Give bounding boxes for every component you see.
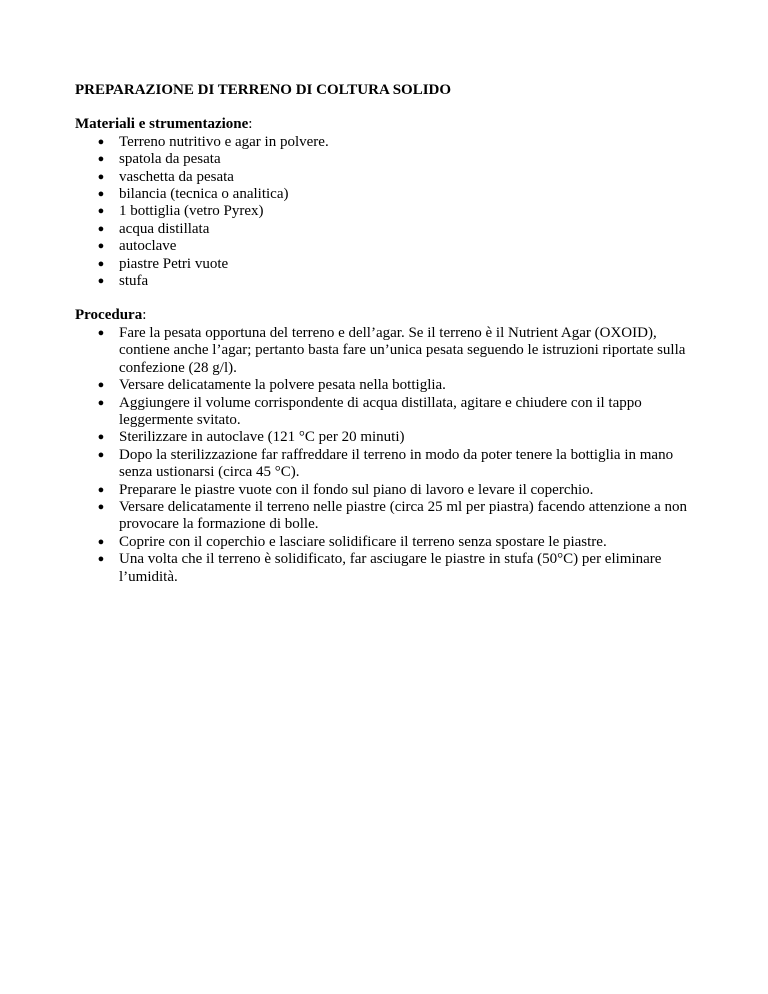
procedure-step-text: Dopo la sterilizzazione far raffreddare il terreno in modo da poter tenere la bottiglia in mano senza ustionarsi (circa 45 °C). xyxy=(119,446,674,481)
procedure-heading-colon: : xyxy=(142,307,147,324)
bullet-icon: ● xyxy=(97,188,105,201)
materials-list-item xyxy=(75,203,695,220)
materials-list-item xyxy=(75,151,695,168)
procedure-step xyxy=(75,429,695,446)
procedure-step-text: Fare la pesata opportuna del terreno e dell’agar. Se il terreno è il Nutrient Agar (OXOID), contiene anche l’agar; pertanto basta fare un’unica pesata seguendo le istruzioni riportate sulla confezione (28 g/l). xyxy=(119,324,686,376)
procedure-section xyxy=(75,307,695,586)
procedure-step xyxy=(75,395,695,430)
procedure-step xyxy=(75,447,695,482)
materials-list-item xyxy=(75,256,695,273)
materials-item-text: autoclave xyxy=(119,238,177,255)
bullet-icon: ● xyxy=(97,135,105,148)
bullet-icon: ● xyxy=(97,153,105,166)
materials-item-text: vaschetta da pesata xyxy=(119,168,234,185)
materials-item-text: piastre Petri vuote xyxy=(119,255,229,272)
bullet-icon: ● xyxy=(97,240,105,253)
materials-item-text: Terreno nutritivo e agar in polvere. xyxy=(119,133,329,150)
procedure-step xyxy=(75,499,695,534)
bullet-icon: ● xyxy=(97,205,105,218)
bullet-icon: ● xyxy=(97,326,105,339)
materials-list-item xyxy=(75,169,695,186)
bullet-icon: ● xyxy=(97,257,105,270)
procedure-step-text: Coprire con il coperchio e lasciare solidificare il terreno senza spostare le piastre. xyxy=(119,533,607,550)
procedure-heading-label: Procedura xyxy=(75,307,143,324)
procedure-step-text: Una volta che il terreno è solidificato, far asciugare le piastre in stufa (50°C) per eliminare l’umidità. xyxy=(119,551,662,585)
bullet-icon: ● xyxy=(97,500,105,513)
procedure-step-text: Sterilizzare in autoclave (121 °C per 20 minuti) xyxy=(119,429,405,446)
materials-list xyxy=(75,134,695,291)
document-content xyxy=(75,82,695,603)
materials-list-item xyxy=(75,186,695,203)
procedure-step xyxy=(75,325,695,377)
bullet-icon: ● xyxy=(97,396,105,409)
materials-list-item xyxy=(75,134,695,151)
bullet-icon: ● xyxy=(97,170,105,183)
materials-item-text: acqua distillata xyxy=(119,220,210,237)
bullet-icon: ● xyxy=(97,553,105,566)
materials-heading-colon: : xyxy=(248,116,253,133)
materials-heading-label: Materiali e strumentazione xyxy=(75,116,249,133)
bullet-icon: ● xyxy=(97,448,105,461)
materials-list-item xyxy=(75,238,695,255)
procedure-step-text: Preparare le piastre vuote con il fondo sul piano di lavoro e levare il coperchio. xyxy=(119,481,594,498)
materials-item-text: bilancia (tecnica o analitica) xyxy=(119,186,289,203)
materials-list-item xyxy=(75,221,695,238)
procedure-step xyxy=(75,534,695,551)
materials-section xyxy=(75,116,695,290)
procedure-step-text: Versare delicatamente la polvere pesata nella bottiglia. xyxy=(119,377,446,394)
bullet-icon: ● xyxy=(97,275,105,288)
bullet-icon: ● xyxy=(97,222,105,235)
materials-item-text: 1 bottiglia (vetro Pyrex) xyxy=(119,203,264,220)
procedure-step xyxy=(75,482,695,499)
procedure-list xyxy=(75,325,695,586)
materials-item-text: spatola da pesata xyxy=(119,151,221,168)
document-title: PREPARAZIONE DI TERRENO DI COLTURA SOLIDO xyxy=(75,82,452,98)
bullet-icon: ● xyxy=(97,431,105,444)
materials-list-item xyxy=(75,273,695,290)
materials-heading xyxy=(75,116,695,133)
bullet-icon: ● xyxy=(97,535,105,548)
bullet-icon: ● xyxy=(97,379,105,392)
procedure-step xyxy=(75,377,695,394)
procedure-heading xyxy=(75,307,695,324)
procedure-step-text: Versare delicatamente il terreno nelle piastre (circa 25 ml per piastra) facendo attenzione a non provocare la formazione di bolle. xyxy=(119,498,688,533)
bullet-icon: ● xyxy=(97,483,105,496)
procedure-step xyxy=(75,551,695,586)
materials-item-text: stufa xyxy=(119,273,149,290)
procedure-step-text: Aggiungere il volume corrispondente di acqua distillata, agitare e chiudere con il tappo leggermente svitato. xyxy=(119,394,642,428)
